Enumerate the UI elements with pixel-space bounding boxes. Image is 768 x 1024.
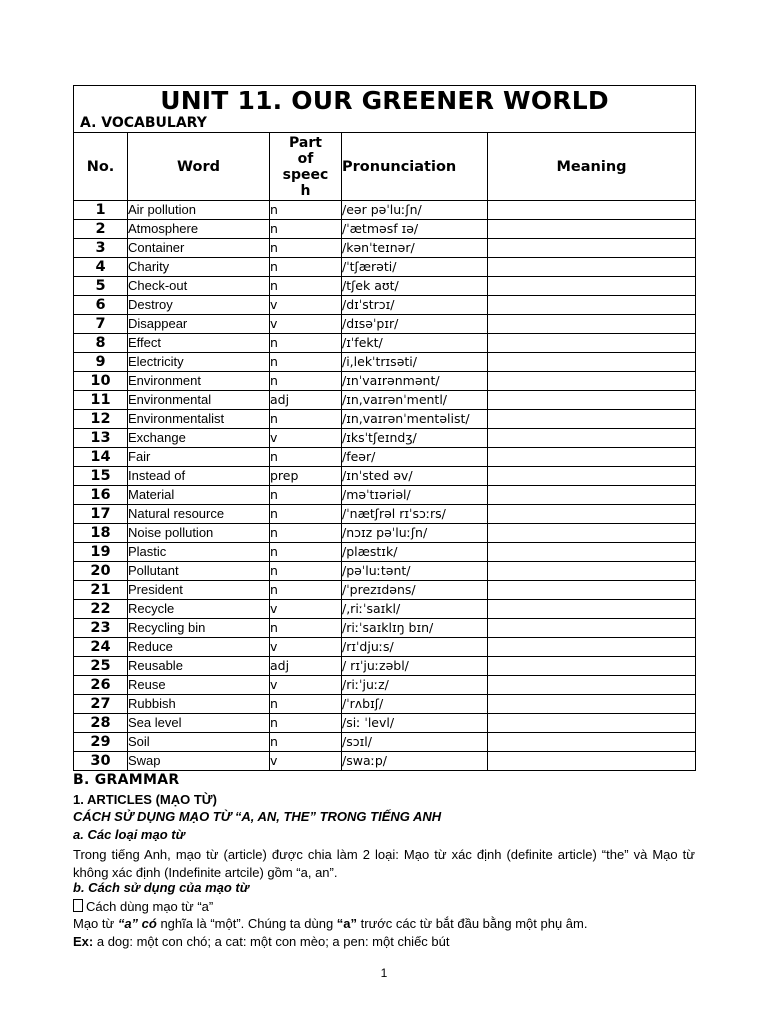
row-word: Natural resource [128, 505, 270, 524]
row-meaning [488, 239, 696, 258]
header-pronunciation: Pronunciation [342, 133, 488, 201]
row-word: Plastic [128, 543, 270, 562]
bullet-text: Cách dùng mạo từ “a” [86, 899, 214, 914]
row-pronunciation: /dɪsəˈpɪr/ [342, 315, 488, 334]
article-usage-heading: b. Cách sử dụng của mạo từ [73, 880, 250, 895]
row-word: Environmentalist [128, 410, 270, 429]
row-pronunciation: /ˈprezɪdəns/ [342, 581, 488, 600]
table-row [74, 752, 696, 771]
table-row [74, 638, 696, 657]
row-meaning [488, 315, 696, 334]
row-word: Sea level [128, 714, 270, 733]
row-word: Exchange [128, 429, 270, 448]
rule-prefix: Mạo từ [73, 916, 118, 931]
row-number: 22 [74, 600, 128, 619]
bullet-line [73, 899, 703, 914]
table-row [74, 695, 696, 714]
row-pronunciation: /məˈtɪəriəl/ [342, 486, 488, 505]
row-pronunciation: /ˈrʌbɪʃ/ [342, 695, 488, 714]
row-part-of-speech: n [270, 543, 342, 562]
row-number: 26 [74, 676, 128, 695]
row-part-of-speech: n [270, 277, 342, 296]
rule-line [73, 916, 703, 931]
row-meaning [488, 562, 696, 581]
row-part-of-speech: n [270, 619, 342, 638]
row-part-of-speech: v [270, 315, 342, 334]
table-row [74, 410, 696, 429]
row-part-of-speech: n [270, 220, 342, 239]
vocabulary-table [73, 85, 696, 771]
row-number: 11 [74, 391, 128, 410]
row-number: 19 [74, 543, 128, 562]
row-number: 24 [74, 638, 128, 657]
row-part-of-speech: n [270, 239, 342, 258]
row-part-of-speech: v [270, 600, 342, 619]
row-meaning [488, 429, 696, 448]
row-pronunciation: /i,lekˈtrɪsəti/ [342, 353, 488, 372]
row-meaning [488, 695, 696, 714]
row-word: Reuse [128, 676, 270, 695]
row-part-of-speech: n [270, 334, 342, 353]
row-pronunciation: /feər/ [342, 448, 488, 467]
rule-suffix: trước các từ bắt đầu bằng một phụ âm. [357, 916, 588, 931]
header-meaning: Meaning [488, 133, 696, 201]
row-number: 29 [74, 733, 128, 752]
row-pronunciation: /eər pəˈluːʃn/ [342, 201, 488, 220]
row-word: Pollutant [128, 562, 270, 581]
row-word: Destroy [128, 296, 270, 315]
table-row [74, 505, 696, 524]
row-meaning [488, 391, 696, 410]
row-meaning [488, 657, 696, 676]
table-row [74, 562, 696, 581]
row-part-of-speech: n [270, 581, 342, 600]
articles-heading: 1. ARTICLES (MẠO TỪ) [73, 792, 217, 807]
table-row [74, 733, 696, 752]
row-part-of-speech: n [270, 372, 342, 391]
row-pronunciation: /riːˈsaɪklɪŋ bɪn/ [342, 619, 488, 638]
row-pronunciation: /sɔɪl/ [342, 733, 488, 752]
row-meaning [488, 524, 696, 543]
row-meaning [488, 600, 696, 619]
row-meaning [488, 410, 696, 429]
row-pronunciation: /rɪˈdjuːs/ [342, 638, 488, 657]
row-part-of-speech: n [270, 714, 342, 733]
table-row [74, 220, 696, 239]
row-word: Disappear [128, 315, 270, 334]
row-word: Material [128, 486, 270, 505]
table-row [74, 258, 696, 277]
table-row [74, 372, 696, 391]
row-number: 30 [74, 752, 128, 771]
row-part-of-speech: n [270, 486, 342, 505]
row-part-of-speech: n [270, 353, 342, 372]
table-row [74, 581, 696, 600]
row-part-of-speech: n [270, 733, 342, 752]
row-part-of-speech: n [270, 695, 342, 714]
row-word: Soil [128, 733, 270, 752]
row-pronunciation: /ɪn,vaɪrənˈmentəlist/ [342, 410, 488, 429]
row-pronunciation: /,riːˈsaɪkl/ [342, 600, 488, 619]
row-pronunciation: /plæstɪk/ [342, 543, 488, 562]
row-word: Charity [128, 258, 270, 277]
row-meaning [488, 505, 696, 524]
row-meaning [488, 220, 696, 239]
table-row [74, 714, 696, 733]
row-pronunciation: /nɔɪz pəˈluːʃn/ [342, 524, 488, 543]
example-line [73, 934, 703, 949]
row-number: 14 [74, 448, 128, 467]
row-meaning [488, 258, 696, 277]
table-row [74, 657, 696, 676]
row-number: 5 [74, 277, 128, 296]
row-number: 9 [74, 353, 128, 372]
table-row [74, 448, 696, 467]
row-part-of-speech: n [270, 505, 342, 524]
row-word: Swap [128, 752, 270, 771]
row-meaning [488, 752, 696, 771]
row-word: Effect [128, 334, 270, 353]
row-meaning [488, 638, 696, 657]
row-meaning [488, 467, 696, 486]
rule-strong: “a” [336, 916, 358, 931]
row-pronunciation: /ˈtʃærəti/ [342, 258, 488, 277]
row-word: Rubbish [128, 695, 270, 714]
row-number: 4 [74, 258, 128, 277]
row-word: Noise pollution [128, 524, 270, 543]
row-number: 23 [74, 619, 128, 638]
table-row [74, 201, 696, 220]
row-pronunciation: /ˈætməsf ɪə/ [342, 220, 488, 239]
example-text: a dog: một con chó; a cat: một con mèo; a pen: một chiếc bút [93, 934, 450, 949]
row-number: 2 [74, 220, 128, 239]
row-part-of-speech: n [270, 448, 342, 467]
section-a-heading: A. VOCABULARY [80, 115, 207, 131]
table-row [74, 239, 696, 258]
row-number: 8 [74, 334, 128, 353]
row-part-of-speech: prep [270, 467, 342, 486]
row-word: Electricity [128, 353, 270, 372]
row-meaning [488, 448, 696, 467]
table-row [74, 543, 696, 562]
row-meaning [488, 676, 696, 695]
row-number: 7 [74, 315, 128, 334]
row-number: 18 [74, 524, 128, 543]
row-meaning [488, 619, 696, 638]
row-word: Recycle [128, 600, 270, 619]
row-part-of-speech: n [270, 201, 342, 220]
row-part-of-speech: n [270, 410, 342, 429]
row-number: 28 [74, 714, 128, 733]
header-word: Word [128, 133, 270, 201]
page-number: 1 [380, 966, 388, 980]
row-part-of-speech: n [270, 562, 342, 581]
row-number: 21 [74, 581, 128, 600]
table-row [74, 391, 696, 410]
row-meaning [488, 581, 696, 600]
table-row [74, 486, 696, 505]
row-meaning [488, 714, 696, 733]
row-pronunciation: /tʃek aʊt/ [342, 277, 488, 296]
row-word: Check-out [128, 277, 270, 296]
row-pronunciation: /dɪˈstrɔɪ/ [342, 296, 488, 315]
section-b-heading: B. GRAMMAR [73, 772, 180, 788]
table-row [74, 353, 696, 372]
row-word: Environment [128, 372, 270, 391]
header-no: No. [74, 133, 128, 201]
bullet-box-icon [73, 899, 83, 912]
row-word: Reusable [128, 657, 270, 676]
article-types-paragraph: Trong tiếng Anh, mạo từ (article) được chia làm 2 loại: Mạo từ xác định (definite article) “the” và Mạo từ không xác định (Indefinite artcile) gồm “a, an”. [73, 847, 695, 880]
row-pronunciation: /ɪnˈvaɪrənmənt/ [342, 372, 488, 391]
row-meaning [488, 372, 696, 391]
row-pronunciation: / rɪˈjuːzəbl/ [342, 657, 488, 676]
row-meaning [488, 353, 696, 372]
table-row [74, 277, 696, 296]
table-header-row [74, 133, 696, 201]
header-part-of-speech: Part of speec h [270, 133, 342, 201]
table-row [74, 334, 696, 353]
row-word: Recycling bin [128, 619, 270, 638]
table-row [74, 619, 696, 638]
row-meaning [488, 334, 696, 353]
row-pronunciation: /riːˈjuːz/ [342, 676, 488, 695]
row-part-of-speech: v [270, 752, 342, 771]
row-pronunciation: /kənˈteɪnər/ [342, 239, 488, 258]
row-pronunciation: /swaːp/ [342, 752, 488, 771]
row-number: 25 [74, 657, 128, 676]
table-row [74, 429, 696, 448]
row-number: 20 [74, 562, 128, 581]
row-number: 17 [74, 505, 128, 524]
row-pronunciation: /siː ˈlevl/ [342, 714, 488, 733]
articles-subheading: CÁCH SỬ DỤNG MẠO TỪ “A, AN, THE” TRONG TIẾNG ANH [73, 809, 442, 824]
row-number: 6 [74, 296, 128, 315]
row-number: 12 [74, 410, 128, 429]
row-number: 27 [74, 695, 128, 714]
row-part-of-speech: adj [270, 657, 342, 676]
example-label: Ex: [73, 934, 94, 949]
row-word: Fair [128, 448, 270, 467]
row-pronunciation: /ɪnˈsted əv/ [342, 467, 488, 486]
row-word: Container [128, 239, 270, 258]
rule-emphasis: “a” có [117, 916, 157, 931]
title-cell [74, 86, 696, 133]
row-number: 16 [74, 486, 128, 505]
row-pronunciation: /ˈnætʃrəl rɪˈsɔːrs/ [342, 505, 488, 524]
row-part-of-speech: v [270, 676, 342, 695]
row-number: 1 [74, 201, 128, 220]
article-types-heading: a. Các loại mạo từ [73, 827, 185, 842]
unit-title: UNIT 11. OUR GREENER WORLD [160, 86, 609, 115]
row-meaning [488, 296, 696, 315]
row-number: 15 [74, 467, 128, 486]
row-word: Atmosphere [128, 220, 270, 239]
row-word: Environmental [128, 391, 270, 410]
row-word: Reduce [128, 638, 270, 657]
row-number: 13 [74, 429, 128, 448]
row-part-of-speech: n [270, 258, 342, 277]
table-row [74, 524, 696, 543]
table-row [74, 467, 696, 486]
row-pronunciation: /pəˈluːtənt/ [342, 562, 488, 581]
row-meaning [488, 543, 696, 562]
row-part-of-speech: adj [270, 391, 342, 410]
row-word: Air pollution [128, 201, 270, 220]
row-meaning [488, 733, 696, 752]
row-part-of-speech: v [270, 638, 342, 657]
row-number: 10 [74, 372, 128, 391]
row-meaning [488, 486, 696, 505]
row-part-of-speech: v [270, 296, 342, 315]
row-part-of-speech: v [270, 429, 342, 448]
table-row [74, 676, 696, 695]
row-number: 3 [74, 239, 128, 258]
row-pronunciation: /ɪn,vaɪrənˈmentl/ [342, 391, 488, 410]
row-part-of-speech: n [270, 524, 342, 543]
rule-middle: nghĩa là “một”. Chúng ta dùng [156, 916, 337, 931]
row-pronunciation: /ɪˈfekt/ [342, 334, 488, 353]
row-meaning [488, 277, 696, 296]
table-row [74, 600, 696, 619]
row-meaning [488, 201, 696, 220]
table-row [74, 296, 696, 315]
row-word: Instead of [128, 467, 270, 486]
table-row [74, 315, 696, 334]
row-pronunciation: /ɪksˈtʃeɪndʒ/ [342, 429, 488, 448]
row-word: President [128, 581, 270, 600]
